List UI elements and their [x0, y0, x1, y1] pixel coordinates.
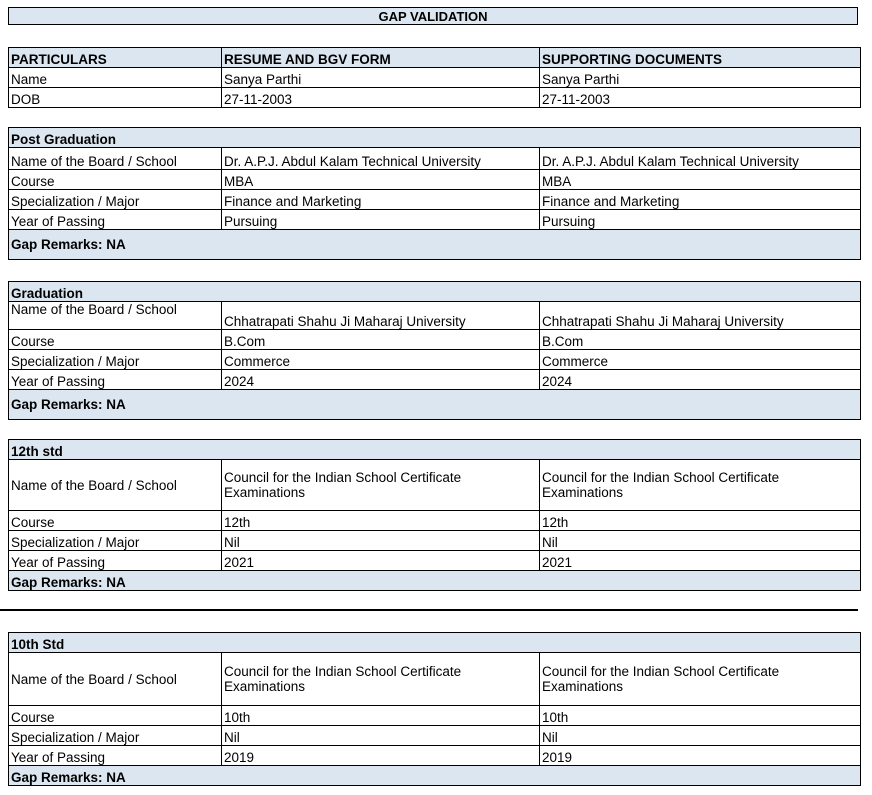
- docs-value: Sanya Parthi: [540, 68, 861, 88]
- docs-value: Chhatrapati Shahu Ji Maharaj University: [540, 302, 861, 330]
- particulars-table: [8, 47, 861, 108]
- resume-value: Nil: [222, 726, 540, 746]
- resume-value: 12th: [222, 511, 540, 531]
- resume-value: Nil: [222, 531, 540, 551]
- row-label: Specialization / Major: [9, 190, 222, 210]
- docs-value: Council for the Indian School Certificate Examinations: [540, 653, 861, 706]
- table-row: [9, 551, 861, 571]
- docs-value: Finance and Marketing: [540, 190, 861, 210]
- section-title: 12th std: [9, 440, 861, 460]
- section-12th-std: [8, 439, 861, 591]
- section-graduation: [8, 281, 861, 420]
- row-label: Course: [9, 706, 222, 726]
- row-label: Year of Passing: [9, 551, 222, 571]
- gap-remarks: Gap Remarks: NA: [9, 390, 861, 420]
- section-title-row: [9, 128, 861, 148]
- resume-value: MBA: [222, 170, 540, 190]
- docs-value: 10th: [540, 706, 861, 726]
- table-row: [9, 511, 861, 531]
- row-label: Year of Passing: [9, 210, 222, 230]
- docs-value: MBA: [540, 170, 861, 190]
- table-row: [9, 370, 861, 390]
- docs-value: Nil: [540, 726, 861, 746]
- row-label: Course: [9, 511, 222, 531]
- docs-value: Pursuing: [540, 210, 861, 230]
- resume-value: Council for the Indian School Certificate Examinations: [222, 460, 540, 511]
- gap-remarks: Gap Remarks: NA: [9, 766, 861, 786]
- row-label: Name: [9, 68, 222, 88]
- docs-value: 27-11-2003: [540, 88, 861, 108]
- gap-remarks: Gap Remarks: NA: [9, 230, 861, 260]
- row-label: Specialization / Major: [9, 726, 222, 746]
- table-row: [9, 726, 861, 746]
- docs-value: Commerce: [540, 350, 861, 370]
- header-supporting: SUPPORTING DOCUMENTS: [540, 48, 861, 68]
- resume-value: Dr. A.P.J. Abdul Kalam Technical University: [222, 148, 540, 170]
- resume-value: Sanya Parthi: [222, 68, 540, 88]
- section-title-row: [9, 633, 861, 653]
- row-label: Course: [9, 330, 222, 350]
- table-row: [9, 170, 861, 190]
- row-label: Name of the Board / School: [9, 653, 222, 706]
- section-post-graduation: [8, 127, 861, 260]
- row-label: Specialization / Major: [9, 531, 222, 551]
- resume-value: Commerce: [222, 350, 540, 370]
- header-resume: RESUME AND BGV FORM: [222, 48, 540, 68]
- gap-remarks: Gap Remarks: NA: [9, 571, 861, 591]
- table-row: [9, 330, 861, 350]
- docs-value: 12th: [540, 511, 861, 531]
- gap-remarks-row: [9, 766, 861, 786]
- docs-value: B.Com: [540, 330, 861, 350]
- resume-value: Finance and Marketing: [222, 190, 540, 210]
- table-row: [9, 460, 861, 511]
- table-row: [9, 653, 861, 706]
- table-row: [9, 210, 861, 230]
- header-row: [9, 48, 861, 68]
- resume-value: 27-11-2003: [222, 88, 540, 108]
- gap-remarks-row: [9, 390, 861, 420]
- table-row: [9, 148, 861, 170]
- docs-value: 2019: [540, 746, 861, 766]
- resume-value: 2021: [222, 551, 540, 571]
- resume-value: 2024: [222, 370, 540, 390]
- section-10th-std: [8, 632, 861, 786]
- table-row: [9, 746, 861, 766]
- section-title-row: [9, 440, 861, 460]
- docs-value: Dr. A.P.J. Abdul Kalam Technical University: [540, 148, 861, 170]
- row-label: Year of Passing: [9, 746, 222, 766]
- resume-value: Pursuing: [222, 210, 540, 230]
- section-title: Post Graduation: [9, 128, 861, 148]
- section-divider: [0, 609, 858, 611]
- resume-value: Chhatrapati Shahu Ji Maharaj University: [222, 302, 540, 330]
- resume-value: Council for the Indian School Certificate Examinations: [222, 653, 540, 706]
- section-title-row: [9, 282, 861, 302]
- docs-value: Nil: [540, 531, 861, 551]
- docs-value: 2021: [540, 551, 861, 571]
- gap-remarks-row: [9, 230, 861, 260]
- row-label: DOB: [9, 88, 222, 108]
- row-label: Name of the Board / School: [9, 302, 222, 330]
- resume-value: B.Com: [222, 330, 540, 350]
- resume-value: 2019: [222, 746, 540, 766]
- table-row: [9, 531, 861, 551]
- table-row: [9, 706, 861, 726]
- row-label: Name of the Board / School: [9, 148, 222, 170]
- gap-remarks-row: [9, 571, 861, 591]
- section-title: Graduation: [9, 282, 861, 302]
- row-label: Name of the Board / School: [9, 460, 222, 511]
- table-row: [9, 350, 861, 370]
- table-row: [9, 88, 861, 108]
- section-title: 10th Std: [9, 633, 861, 653]
- row-label: Specialization / Major: [9, 350, 222, 370]
- header-particulars: PARTICULARS: [9, 48, 222, 68]
- row-label: Course: [9, 170, 222, 190]
- docs-value: 2024: [540, 370, 861, 390]
- page-title: GAP VALIDATION: [8, 7, 858, 25]
- table-row: [9, 68, 861, 88]
- docs-value: Council for the Indian School Certificate Examinations: [540, 460, 861, 511]
- row-label: Year of Passing: [9, 370, 222, 390]
- table-row: [9, 190, 861, 210]
- resume-value: 10th: [222, 706, 540, 726]
- table-row: [9, 302, 861, 330]
